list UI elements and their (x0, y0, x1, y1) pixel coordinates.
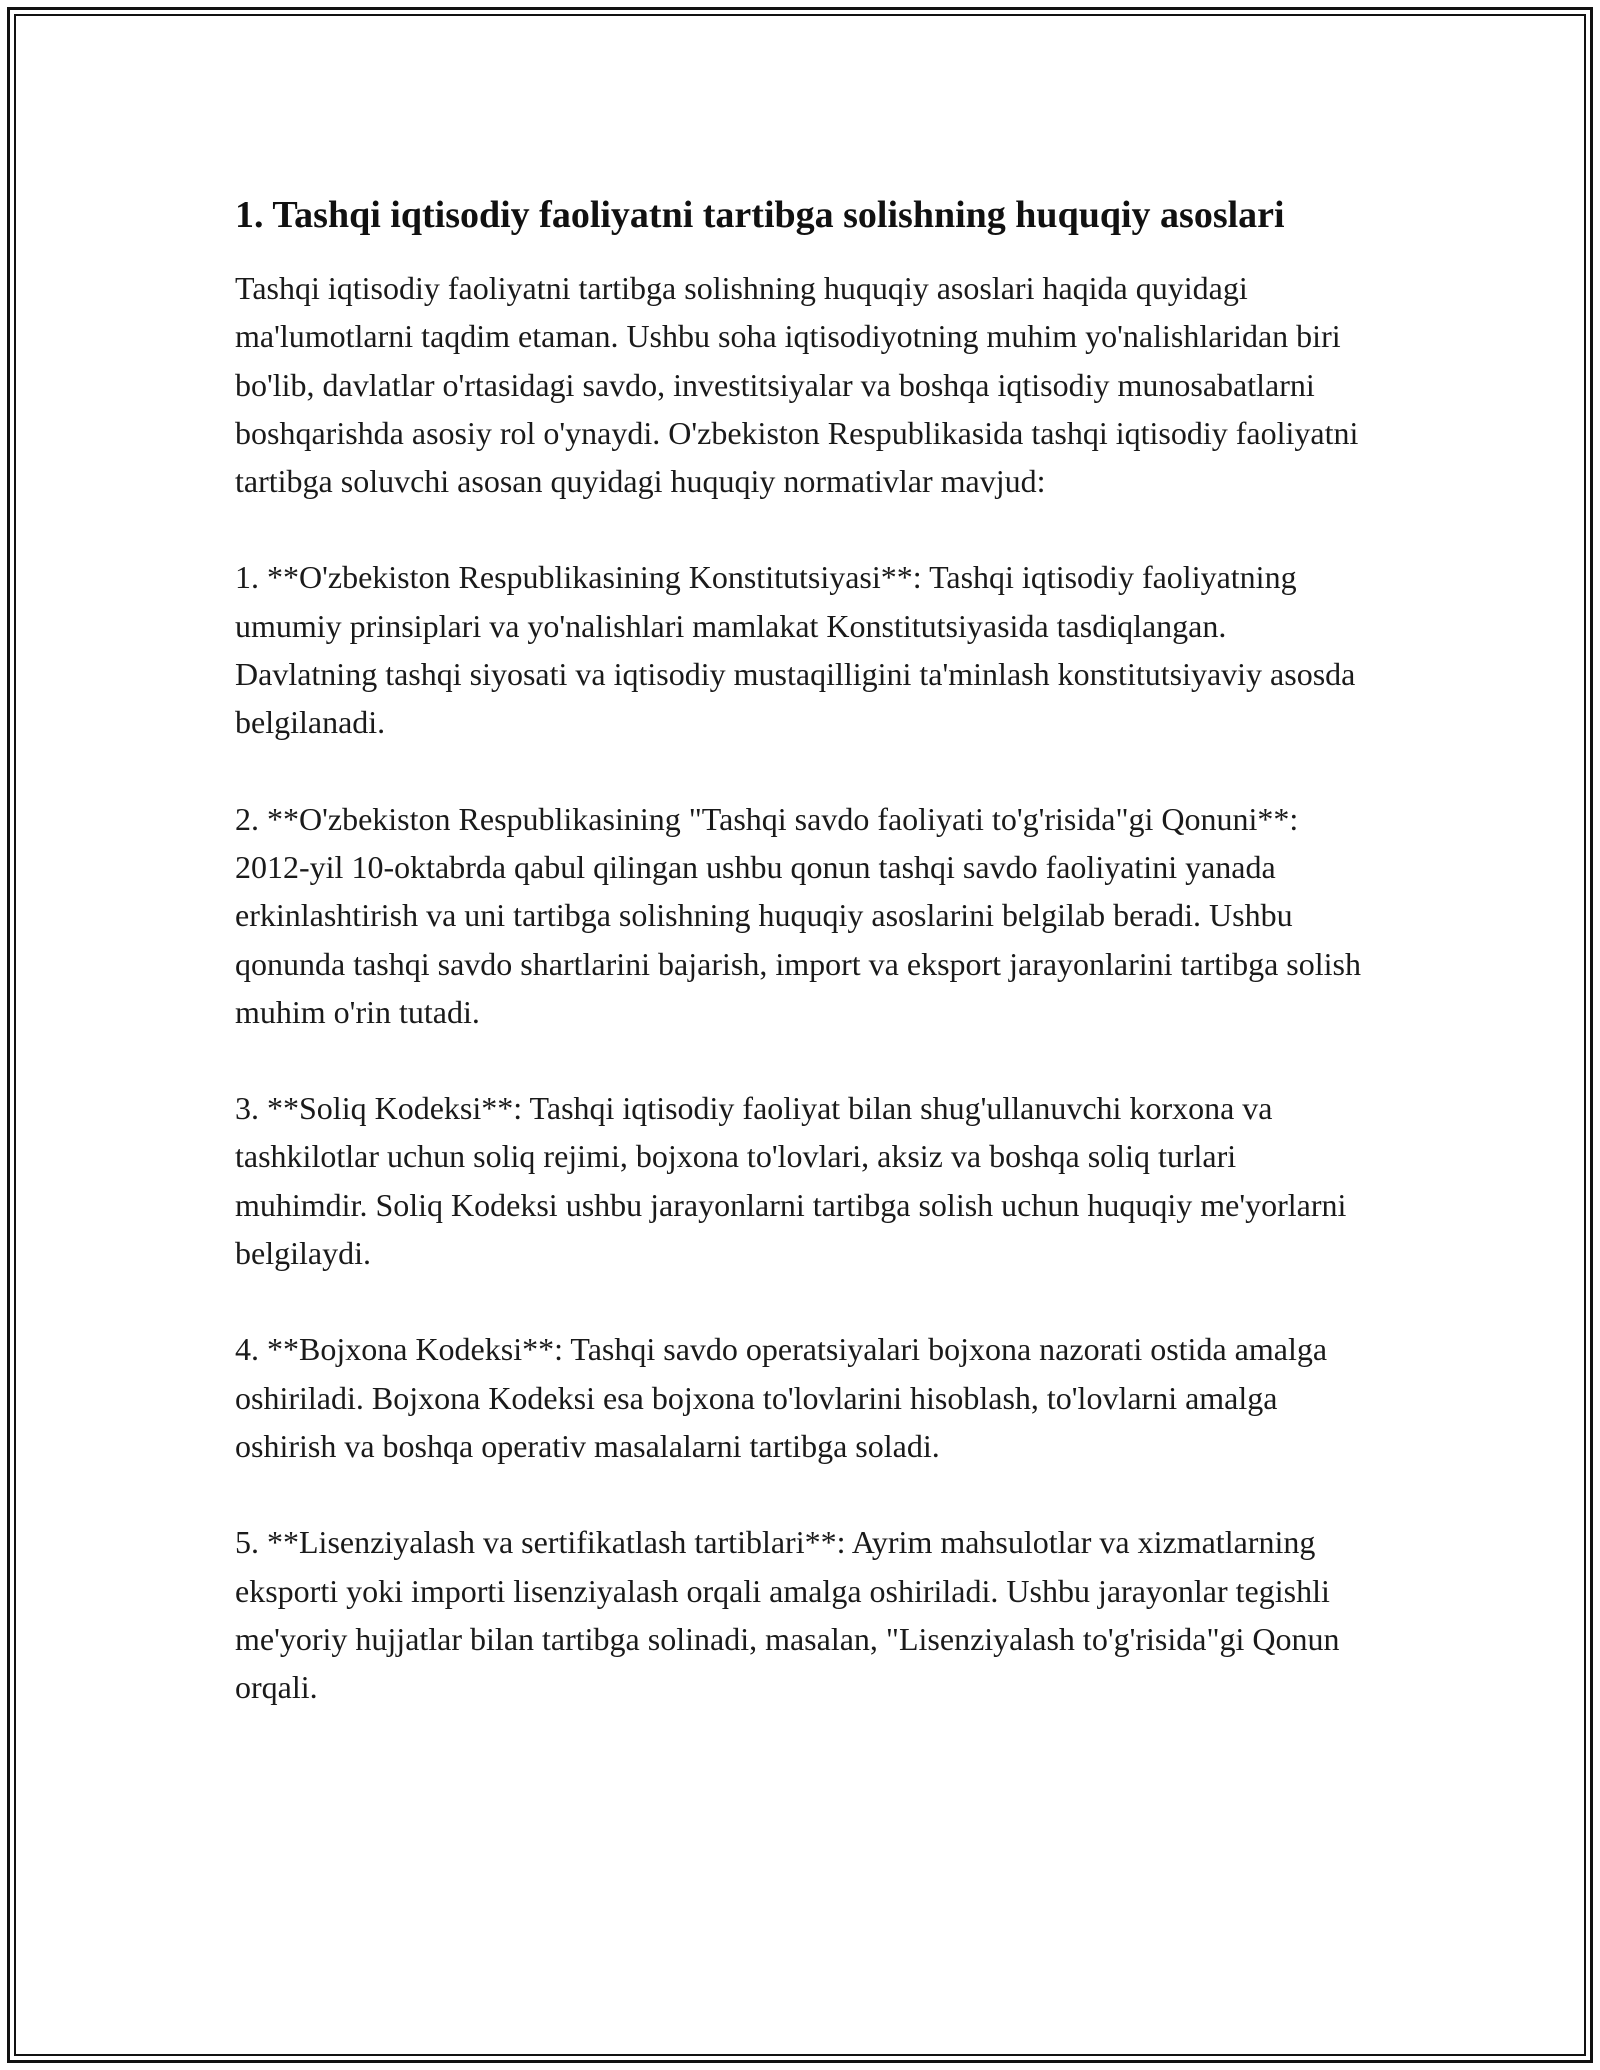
list-item-constitution: 1. **O'zbekiston Respublikasining Konstitutsiyasi**: Tashqi iqtisodiy faoliyatning umumiy prinsiplari va yo'nalishlari mamlakat Konstitutsiyasida tasdiqlangan. Davlatning tashqi siyosati va iqtisodiy mustaqilligini ta'minlash konstitutsiyaviy asosda belgilanadi. (235, 559, 1356, 741)
intro-paragraph: Tashqi iqtisodiy faoliyatni tartibga solishning huquqiy asoslari haqida quyidagi ma'lumotlarni taqdim etaman. Ushbu soha iqtisodiyotning muhim yo'nalishlaridan biri bo'lib, davlatlar o'rtasidagi savdo, investitsiyalar va boshqa iqtisodiy munosabatlarni boshqarishda asosiy rol o'ynaydi. O'zbekiston Respublikasida tashqi iqtisodiy faoliyatni tartibga soluvchi asosan quyidagi huquqiy normativlar mavjud: (235, 270, 1359, 500)
list-item-customs-code: 4. **Bojxona Kodeksi**: Tashqi savdo operatsiyalari bojxona nazorati ostida amalga oshiriladi. Bojxona Kodeksi esa bojxona to'lovlarini hisoblash, to'lovlarni amalga oshirish va boshqa operativ masalalarni tartibga soladi. (235, 1331, 1328, 1464)
document-title: 1. Tashqi iqtisodiy faoliyatni tartibga solishning huquqiy asoslari (235, 194, 1285, 236)
list-item-tax-code: 3. **Soliq Kodeksi**: Tashqi iqtisodiy faoliyat bilan shug'ullanuvchi korxona va tashkilotlar uchun soliq rejimi, bojxona to'lovlari, aksiz va boshqa soliq turlari muhimdir. Soliq Kodeksi ushbu jarayonlarni tartibga solish uchun huquqiy me'yorlarni belgilaydi. (235, 1090, 1347, 1272)
list-item-foreign-trade-law: 2. **O'zbekiston Respublikasining "Tashqi savdo faoliyati to'g'risida"gi Qonuni**: 2012-yil 10-oktabrda qabul qilingan ushbu qonun tashqi savdo faoliyatini yanada erkinlashtirish va uni tartibga solishning huquqiy asoslarini belgilab beradi. Ushbu qonunda tashqi savdo shartlarini bajarish, import va eksport jarayonlarini tartibga solish muhim o'rin tutadi. (235, 800, 1361, 1030)
list-item-licensing: 5. **Lisenziyalash va sertifikatlash tartiblari**: Ayrim mahsulotlar va xizmatlarning eksporti yoki importi lisenziyalash orqali amalga oshiriladi. Ushbu jarayonlar tegishli me'yoriy hujjatlar bilan tartibga solinadi, masalan, "Lisenziyalash to'g'risida"gi Qonun orqali. (235, 1524, 1340, 1706)
document-body (235, 188, 1375, 1759)
